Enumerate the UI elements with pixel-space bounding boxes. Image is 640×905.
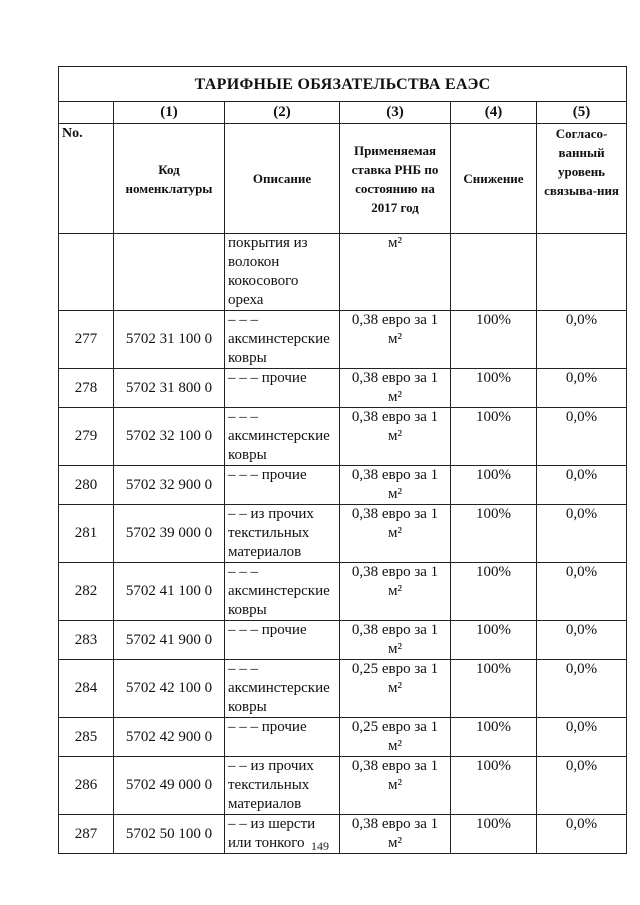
table-row	[59, 369, 627, 408]
header-no: No.	[59, 124, 114, 234]
table-row	[59, 660, 627, 718]
cell-description: – – – аксминстерские ковры	[225, 311, 340, 369]
cell-description: – – – аксминстерские ковры	[225, 563, 340, 621]
column-number-4: (4)	[451, 102, 537, 124]
cell-code: 5702 31 100 0	[114, 311, 225, 369]
cell-bound	[537, 234, 627, 311]
column-number-0	[59, 102, 114, 124]
cell-no: 281	[59, 505, 114, 563]
cell-code: 5702 32 100 0	[114, 408, 225, 466]
cell-no: 282	[59, 563, 114, 621]
column-number-2: (2)	[225, 102, 340, 124]
cell-reduction: 100%	[451, 369, 537, 408]
cell-no: 287	[59, 815, 114, 854]
cell-rate: 0,38 евро за 1 м²	[340, 757, 451, 815]
cell-rate: 0,38 евро за 1 м²	[340, 505, 451, 563]
table-row	[59, 311, 627, 369]
header-bound: Согласо-ванный уровень связыва-ния	[537, 124, 627, 234]
table-title: ТАРИФНЫЕ ОБЯЗАТЕЛЬСТВА ЕАЭС	[59, 67, 627, 102]
cell-code: 5702 50 100 0	[114, 815, 225, 854]
cell-reduction: 100%	[451, 505, 537, 563]
cell-reduction: 100%	[451, 815, 537, 854]
cell-description: – – – прочие	[225, 718, 340, 757]
cell-bound: 0,0%	[537, 757, 627, 815]
cell-description: – – из прочих текстильных материалов	[225, 505, 340, 563]
cell-no: 277	[59, 311, 114, 369]
cell-no: 285	[59, 718, 114, 757]
header-reduction: Снижение	[451, 124, 537, 234]
cell-code: 5702 41 100 0	[114, 563, 225, 621]
cell-code: 5702 42 100 0	[114, 660, 225, 718]
cell-reduction: 100%	[451, 466, 537, 505]
cell-reduction: 100%	[451, 408, 537, 466]
table-row	[59, 505, 627, 563]
cell-bound: 0,0%	[537, 718, 627, 757]
cell-description: – – – прочие	[225, 621, 340, 660]
cell-no: 286	[59, 757, 114, 815]
cell-reduction: 100%	[451, 563, 537, 621]
column-number-3: (3)	[340, 102, 451, 124]
cell-bound: 0,0%	[537, 660, 627, 718]
cell-description: – – – аксминстерские ковры	[225, 408, 340, 466]
cell-description: – – – прочие	[225, 369, 340, 408]
cell-rate: м²	[340, 234, 451, 311]
cell-bound: 0,0%	[537, 505, 627, 563]
table-row	[59, 563, 627, 621]
column-number-1: (1)	[114, 102, 225, 124]
cell-reduction	[451, 234, 537, 311]
cell-no: 278	[59, 369, 114, 408]
cell-bound: 0,0%	[537, 408, 627, 466]
cell-description: – – из шерсти или тонкого	[225, 815, 340, 854]
page-number: 149	[311, 839, 329, 853]
cell-rate: 0,38 евро за 1 м²	[340, 369, 451, 408]
continuation-row	[59, 234, 627, 311]
cell-rate: 0,38 евро за 1 м²	[340, 311, 451, 369]
cell-rate: 0,38 евро за 1 м²	[340, 815, 451, 854]
cell-reduction: 100%	[451, 718, 537, 757]
cell-no: 279	[59, 408, 114, 466]
table-row	[59, 466, 627, 505]
cell-description: – – из прочих текстильных материалов	[225, 757, 340, 815]
cell-rate: 0,25 евро за 1 м²	[340, 660, 451, 718]
cell-description: – – – прочие	[225, 466, 340, 505]
cell-reduction: 100%	[451, 660, 537, 718]
cell-no: 280	[59, 466, 114, 505]
cell-rate: 0,38 евро за 1 м²	[340, 466, 451, 505]
cell-rate: 0,38 евро за 1 м²	[340, 408, 451, 466]
header-rate: Применяемая ставка РНБ по состоянию на 2017 год	[340, 124, 451, 234]
cell-code: 5702 49 000 0	[114, 757, 225, 815]
table-row	[59, 408, 627, 466]
header-description: Описание	[225, 124, 340, 234]
table-row	[59, 757, 627, 815]
cell-code: 5702 32 900 0	[114, 466, 225, 505]
table-row	[59, 621, 627, 660]
cell-code: 5702 31 800 0	[114, 369, 225, 408]
column-number-5: (5)	[537, 102, 627, 124]
column-number-row	[59, 102, 627, 124]
cell-rate: 0,25 евро за 1 м²	[340, 718, 451, 757]
cell-reduction: 100%	[451, 757, 537, 815]
cell-description: покрытия из волокон кокосового ореха	[225, 234, 340, 311]
cell-code: 5702 39 000 0	[114, 505, 225, 563]
cell-bound: 0,0%	[537, 466, 627, 505]
header-code: Код номенклатуры	[114, 124, 225, 234]
header-row	[59, 124, 627, 234]
cell-bound: 0,0%	[537, 815, 627, 854]
cell-rate: 0,38 евро за 1 м²	[340, 563, 451, 621]
cell-no: 283	[59, 621, 114, 660]
cell-bound: 0,0%	[537, 369, 627, 408]
title-row	[59, 67, 627, 102]
cell-code: 5702 41 900 0	[114, 621, 225, 660]
cell-no	[59, 234, 114, 311]
cell-rate: 0,38 евро за 1 м²	[340, 621, 451, 660]
cell-description: – – – аксминстерские ковры	[225, 660, 340, 718]
cell-code	[114, 234, 225, 311]
cell-code: 5702 42 900 0	[114, 718, 225, 757]
cell-bound: 0,0%	[537, 311, 627, 369]
cell-reduction: 100%	[451, 621, 537, 660]
table-row	[59, 718, 627, 757]
tariff-table	[58, 66, 627, 854]
cell-bound: 0,0%	[537, 563, 627, 621]
cell-bound: 0,0%	[537, 621, 627, 660]
cell-reduction: 100%	[451, 311, 537, 369]
cell-no: 284	[59, 660, 114, 718]
